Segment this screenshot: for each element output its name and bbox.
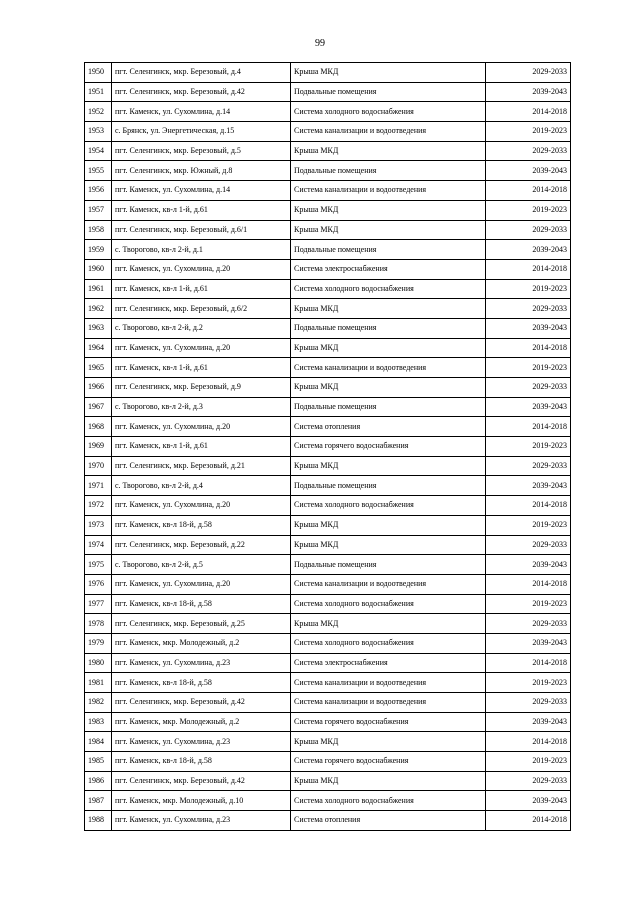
period-cell: 2014-2018	[486, 574, 571, 594]
period-cell: 2029-2033	[486, 220, 571, 240]
period-cell: 2029-2033	[486, 771, 571, 791]
period-cell: 2014-2018	[486, 259, 571, 279]
table-row	[85, 141, 571, 161]
period-cell: 2039-2043	[486, 791, 571, 811]
row-number-cell: 1977	[85, 594, 112, 614]
address-cell: пгт. Каменск, кв-л 1-й, д.61	[112, 358, 291, 378]
work-type-cell: Крыша МКД	[291, 220, 486, 240]
address-cell: пгт. Селенгинск, мкр. Березовый, д.4	[112, 63, 291, 83]
table-row	[85, 259, 571, 279]
address-cell: пгт. Каменск, кв-л 1-й, д.61	[112, 437, 291, 457]
work-type-cell: Система холодного водоснабжения	[291, 594, 486, 614]
period-cell: 2039-2043	[486, 397, 571, 417]
row-number-cell: 1983	[85, 712, 112, 732]
address-cell: пгт. Каменск, мкр. Молодежный, д.2	[112, 633, 291, 653]
period-cell: 2019-2023	[486, 594, 571, 614]
address-cell: пгт. Каменск, ул. Сухомлина, д.23	[112, 811, 291, 831]
address-cell: пгт. Каменск, ул. Сухомлина, д.20	[112, 259, 291, 279]
work-type-cell: Система канализации и водоотведения	[291, 693, 486, 713]
work-type-cell: Подвальные помещения	[291, 161, 486, 181]
work-type-cell: Крыша МКД	[291, 378, 486, 398]
table-row	[85, 358, 571, 378]
table-row	[85, 515, 571, 535]
address-cell: с. Творогово, кв-л 2-й, д.5	[112, 555, 291, 575]
period-cell: 2039-2043	[486, 82, 571, 102]
address-cell: пгт. Каменск, кв-л 18-й, д.58	[112, 594, 291, 614]
table-row	[85, 574, 571, 594]
row-number-cell: 1957	[85, 200, 112, 220]
period-cell: 2039-2043	[486, 555, 571, 575]
period-cell: 2014-2018	[486, 102, 571, 122]
address-cell: пгт. Каменск, кв-л 1-й, д.61	[112, 279, 291, 299]
table-row	[85, 318, 571, 338]
table-row	[85, 338, 571, 358]
row-number-cell: 1968	[85, 417, 112, 437]
period-cell: 2019-2023	[486, 279, 571, 299]
row-number-cell: 1986	[85, 771, 112, 791]
work-type-cell: Крыша МКД	[291, 200, 486, 220]
address-cell: пгт. Селенгинск, мкр. Березовый, д.5	[112, 141, 291, 161]
table-row	[85, 417, 571, 437]
work-type-cell: Крыша МКД	[291, 299, 486, 319]
table-row	[85, 712, 571, 732]
address-cell: пгт. Селенгинск, мкр. Березовый, д.21	[112, 456, 291, 476]
table-row	[85, 299, 571, 319]
work-type-cell: Система горячего водоснабжения	[291, 712, 486, 732]
table-row	[85, 122, 571, 142]
address-cell: пгт. Каменск, мкр. Молодежный, д.10	[112, 791, 291, 811]
work-type-cell: Крыша МКД	[291, 535, 486, 555]
period-cell: 2039-2043	[486, 476, 571, 496]
address-cell: с. Творогово, кв-л 2-й, д.4	[112, 476, 291, 496]
row-number-cell: 1958	[85, 220, 112, 240]
period-cell: 2039-2043	[486, 240, 571, 260]
work-type-cell: Крыша МКД	[291, 732, 486, 752]
row-number-cell: 1963	[85, 318, 112, 338]
period-cell: 2019-2023	[486, 437, 571, 457]
row-number-cell: 1961	[85, 279, 112, 299]
period-cell: 2014-2018	[486, 496, 571, 516]
work-type-cell: Система канализации и водоотведения	[291, 673, 486, 693]
period-cell: 2039-2043	[486, 633, 571, 653]
work-type-cell: Подвальные помещения	[291, 82, 486, 102]
page-number: 99	[315, 38, 325, 49]
table-row	[85, 279, 571, 299]
row-number-cell: 1962	[85, 299, 112, 319]
row-number-cell: 1971	[85, 476, 112, 496]
period-cell: 2039-2043	[486, 318, 571, 338]
work-type-cell: Система холодного водоснабжения	[291, 791, 486, 811]
address-cell: пгт. Каменск, кв-л 18-й, д.58	[112, 515, 291, 535]
address-cell: пгт. Каменск, ул. Сухомлина, д.23	[112, 732, 291, 752]
registry-table	[84, 62, 571, 831]
row-number-cell: 1969	[85, 437, 112, 457]
table-row	[85, 811, 571, 831]
work-type-cell: Подвальные помещения	[291, 397, 486, 417]
work-type-cell: Подвальные помещения	[291, 318, 486, 338]
row-number-cell: 1974	[85, 535, 112, 555]
work-type-cell: Крыша МКД	[291, 456, 486, 476]
work-type-cell: Система отопления	[291, 417, 486, 437]
work-type-cell: Система канализации и водоотведения	[291, 574, 486, 594]
work-type-cell: Крыша МКД	[291, 63, 486, 83]
address-cell: пгт. Селенгинск, мкр. Березовый, д.22	[112, 535, 291, 555]
work-type-cell: Система электроснабжения	[291, 259, 486, 279]
table-row	[85, 437, 571, 457]
period-cell: 2029-2033	[486, 63, 571, 83]
table-row	[85, 82, 571, 102]
table-row	[85, 161, 571, 181]
row-number-cell: 1978	[85, 614, 112, 634]
work-type-cell: Система электроснабжения	[291, 653, 486, 673]
address-cell: с. Творогово, кв-л 2-й, д.3	[112, 397, 291, 417]
table-row	[85, 771, 571, 791]
work-type-cell: Система канализации и водоотведения	[291, 358, 486, 378]
work-type-cell: Крыша МКД	[291, 338, 486, 358]
row-number-cell: 1952	[85, 102, 112, 122]
period-cell: 2019-2023	[486, 752, 571, 772]
period-cell: 2019-2023	[486, 122, 571, 142]
period-cell: 2014-2018	[486, 653, 571, 673]
work-type-cell: Система отопления	[291, 811, 486, 831]
table-row	[85, 456, 571, 476]
table-row	[85, 220, 571, 240]
address-cell: пгт. Каменск, кв-л 18-й, д.58	[112, 752, 291, 772]
period-cell: 2029-2033	[486, 535, 571, 555]
period-cell: 2019-2023	[486, 515, 571, 535]
table-row	[85, 476, 571, 496]
address-cell: пгт. Каменск, ул. Сухомлина, д.14	[112, 102, 291, 122]
address-cell: пгт. Каменск, мкр. Молодежный, д.2	[112, 712, 291, 732]
work-type-cell: Система холодного водоснабжения	[291, 102, 486, 122]
address-cell: пгт. Каменск, ул. Сухомлина, д.20	[112, 417, 291, 437]
row-number-cell: 1951	[85, 82, 112, 102]
work-type-cell: Система канализации и водоотведения	[291, 181, 486, 201]
table-row	[85, 535, 571, 555]
address-cell: пгт. Селенгинск, мкр. Южный, д.8	[112, 161, 291, 181]
period-cell: 2039-2043	[486, 712, 571, 732]
table-row	[85, 378, 571, 398]
address-cell: пгт. Каменск, ул. Сухомлина, д.20	[112, 496, 291, 516]
row-number-cell: 1955	[85, 161, 112, 181]
period-cell: 2019-2023	[486, 358, 571, 378]
table-row	[85, 594, 571, 614]
period-cell: 2029-2033	[486, 456, 571, 476]
row-number-cell: 1960	[85, 259, 112, 279]
period-cell: 2014-2018	[486, 338, 571, 358]
row-number-cell: 1982	[85, 693, 112, 713]
address-cell: пгт. Селенгинск, мкр. Березовый, д.9	[112, 378, 291, 398]
row-number-cell: 1966	[85, 378, 112, 398]
table-row	[85, 555, 571, 575]
period-cell: 2014-2018	[486, 811, 571, 831]
row-number-cell: 1970	[85, 456, 112, 476]
address-cell: пгт. Селенгинск, мкр. Березовый, д.6/1	[112, 220, 291, 240]
row-number-cell: 1950	[85, 63, 112, 83]
period-cell: 2014-2018	[486, 181, 571, 201]
address-cell: пгт. Селенгинск, мкр. Березовый, д.42	[112, 771, 291, 791]
row-number-cell: 1979	[85, 633, 112, 653]
period-cell: 2029-2033	[486, 378, 571, 398]
work-type-cell: Подвальные помещения	[291, 555, 486, 575]
address-cell: с. Творогово, кв-л 2-й, д.2	[112, 318, 291, 338]
address-cell: пгт. Каменск, ул. Сухомлина, д.20	[112, 338, 291, 358]
row-number-cell: 1964	[85, 338, 112, 358]
table-row	[85, 693, 571, 713]
work-type-cell: Подвальные помещения	[291, 476, 486, 496]
table-row	[85, 240, 571, 260]
table-row	[85, 633, 571, 653]
row-number-cell: 1981	[85, 673, 112, 693]
registry-table-body	[85, 63, 571, 831]
row-number-cell: 1975	[85, 555, 112, 575]
row-number-cell: 1972	[85, 496, 112, 516]
address-cell: пгт. Каменск, кв-л 1-й, д.61	[112, 200, 291, 220]
row-number-cell: 1954	[85, 141, 112, 161]
row-number-cell: 1973	[85, 515, 112, 535]
period-cell: 2029-2033	[486, 141, 571, 161]
work-type-cell: Крыша МКД	[291, 141, 486, 161]
row-number-cell: 1987	[85, 791, 112, 811]
row-number-cell: 1980	[85, 653, 112, 673]
table-row	[85, 614, 571, 634]
work-type-cell: Крыша МКД	[291, 771, 486, 791]
row-number-cell: 1984	[85, 732, 112, 752]
period-cell: 2019-2023	[486, 673, 571, 693]
table-row	[85, 732, 571, 752]
table-row	[85, 397, 571, 417]
row-number-cell: 1953	[85, 122, 112, 142]
row-number-cell: 1965	[85, 358, 112, 378]
period-cell: 2019-2023	[486, 200, 571, 220]
table-row	[85, 63, 571, 83]
period-cell: 2014-2018	[486, 732, 571, 752]
work-type-cell: Система канализации и водоотведения	[291, 122, 486, 142]
table-row	[85, 181, 571, 201]
row-number-cell: 1959	[85, 240, 112, 260]
table-row	[85, 752, 571, 772]
address-cell: пгт. Селенгинск, мкр. Березовый, д.25	[112, 614, 291, 634]
table-row	[85, 673, 571, 693]
period-cell: 2029-2033	[486, 299, 571, 319]
table-row	[85, 791, 571, 811]
row-number-cell: 1976	[85, 574, 112, 594]
address-cell: пгт. Селенгинск, мкр. Березовый, д.42	[112, 82, 291, 102]
row-number-cell: 1988	[85, 811, 112, 831]
work-type-cell: Крыша МКД	[291, 515, 486, 535]
address-cell: пгт. Каменск, кв-л 18-й, д.58	[112, 673, 291, 693]
period-cell: 2029-2033	[486, 693, 571, 713]
table-row	[85, 653, 571, 673]
address-cell: с. Брянск, ул. Энергетическая, д.15	[112, 122, 291, 142]
address-cell: пгт. Селенгинск, мкр. Березовый, д.6/2	[112, 299, 291, 319]
work-type-cell: Подвальные помещения	[291, 240, 486, 260]
table-row	[85, 496, 571, 516]
address-cell: с. Творогово, кв-л 2-й, д.1	[112, 240, 291, 260]
address-cell: пгт. Селенгинск, мкр. Березовый, д.42	[112, 693, 291, 713]
address-cell: пгт. Каменск, ул. Сухомлина, д.23	[112, 653, 291, 673]
row-number-cell: 1967	[85, 397, 112, 417]
work-type-cell: Система холодного водоснабжения	[291, 633, 486, 653]
period-cell: 2029-2033	[486, 614, 571, 634]
address-cell: пгт. Каменск, ул. Сухомлина, д.20	[112, 574, 291, 594]
work-type-cell: Крыша МКД	[291, 614, 486, 634]
address-cell: пгт. Каменск, ул. Сухомлина, д.14	[112, 181, 291, 201]
work-type-cell: Система холодного водоснабжения	[291, 496, 486, 516]
row-number-cell: 1956	[85, 181, 112, 201]
work-type-cell: Система горячего водоснабжения	[291, 752, 486, 772]
work-type-cell: Система холодного водоснабжения	[291, 279, 486, 299]
row-number-cell: 1985	[85, 752, 112, 772]
table-row	[85, 200, 571, 220]
period-cell: 2039-2043	[486, 161, 571, 181]
work-type-cell: Система горячего водоснабжения	[291, 437, 486, 457]
table-row	[85, 102, 571, 122]
period-cell: 2014-2018	[486, 417, 571, 437]
